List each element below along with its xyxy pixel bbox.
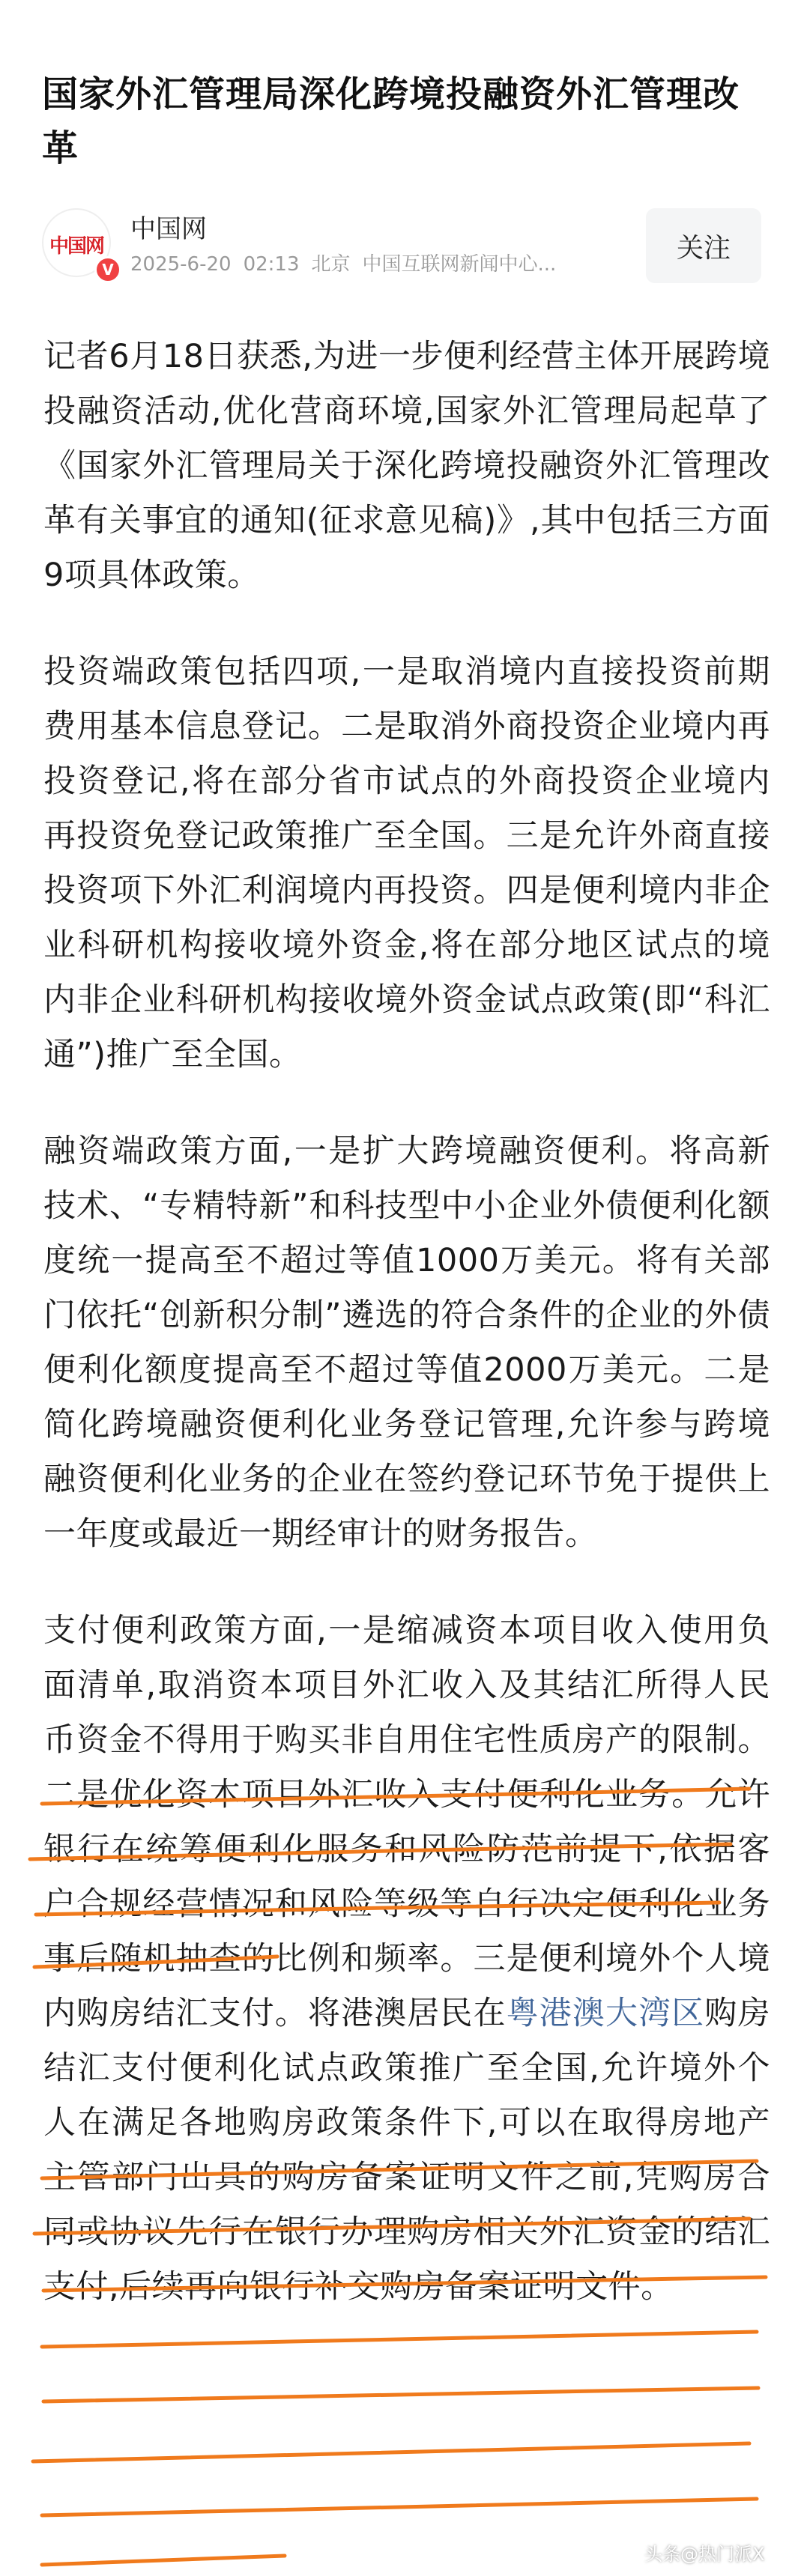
publish-date: 2025-6-20 [130,253,232,276]
paragraph-financing: 融资端政策方面,一是扩大跨境融资便利。将高新技术、“专精特新”和科技型中小企业外债便利化额度统一提高至不超过等值1000万美元。将有关部门依托“创新积分制”遴选的符合条件的企业的外债便利化额度提高至不超过等值2000万美元。二是简化跨境融资便利化业务登记管理,允许参与跨境融资便利化业务的企业在签约登记环节免于提供上一年度或最近一期经审计的财务报告。 [43,1133,770,1553]
avatar-logo-text: 中国网 [49,235,104,258]
verified-badge-icon: V [94,256,121,283]
paragraph-payment-part2: 购房结汇支付便利化试点政策推广至全国,允许境外个人在满足各地购房政策条件下,可以在取得房地产主管部门出具的购房备案证明文件之前,凭购房合同或协议先行在银行办理购房相关外汇资金的结汇支付,后续再向银行补交购房备案证明文件。 [43,1995,771,2306]
article-title: 国家外汇管理局深化跨境投融资外汇管理改革 [42,73,740,170]
author-bar [42,202,765,285]
underline-stroke [42,2332,757,2347]
underline-stroke [42,2556,285,2565]
author-meta [130,249,568,276]
gba-link[interactable]: 粤港澳大湾区 [506,1995,705,2032]
underline-stroke [42,2499,757,2515]
paragraph-payment-part1: 支付便利政策方面,一是缩减资本项目收入使用负面清单,取消资本项目外汇收入及其结汇所得人民币资金不得用于购买非自用住宅性质房产的限制。二是优化资本项目外汇收入支付便利化业务。允许银行在统筹便利化服务和风险防范前提下,依据客户合规经营情况和风险等级等自行决定便利化业务事后随机抽查的比例和频率。三是便利境外个人境内购房结汇支付。将港澳居民在 [43,1612,770,2032]
underline-stroke [43,2388,758,2401]
paragraph-investment: 投资端政策包括四项,一是取消境内直接投资前期费用基本信息登记。二是取消外商投资企业境内再投资登记,将在部分省市试点的外商投资企业境内再投资免登记政策推广至全国。三是允许外商直接投资项下外汇利润境内再投资。四是便利境内非企业科研机构接收境外资金,将在部分地区试点的境内非企业科研机构接收境外资金试点政策(即“科汇通”)推广至全国。 [43,653,770,1073]
paragraph-payment [43,1604,770,2315]
author-name[interactable]: 中国网 [130,214,207,244]
underline-stroke [33,2443,749,2461]
publish-source: 中国互联网新闻中心... [362,253,557,276]
publish-location: 北京 [311,253,351,276]
paragraph-intro: 记者6月18日获悉,为进一步便利经营主体开展跨境投融资活动,优化营商环境,国家外汇管理局起草了《国家外汇管理局关于深化跨境投融资外汇管理改革有关事宜的通知(征求意见稿)》,其中包括三方面9项具体政策。 [43,338,770,594]
publish-time: 02:13 [243,253,300,276]
watermark: 头条@热门派X [644,2544,765,2565]
follow-button[interactable]: 关注 [646,208,761,283]
article-body [43,330,770,2315]
